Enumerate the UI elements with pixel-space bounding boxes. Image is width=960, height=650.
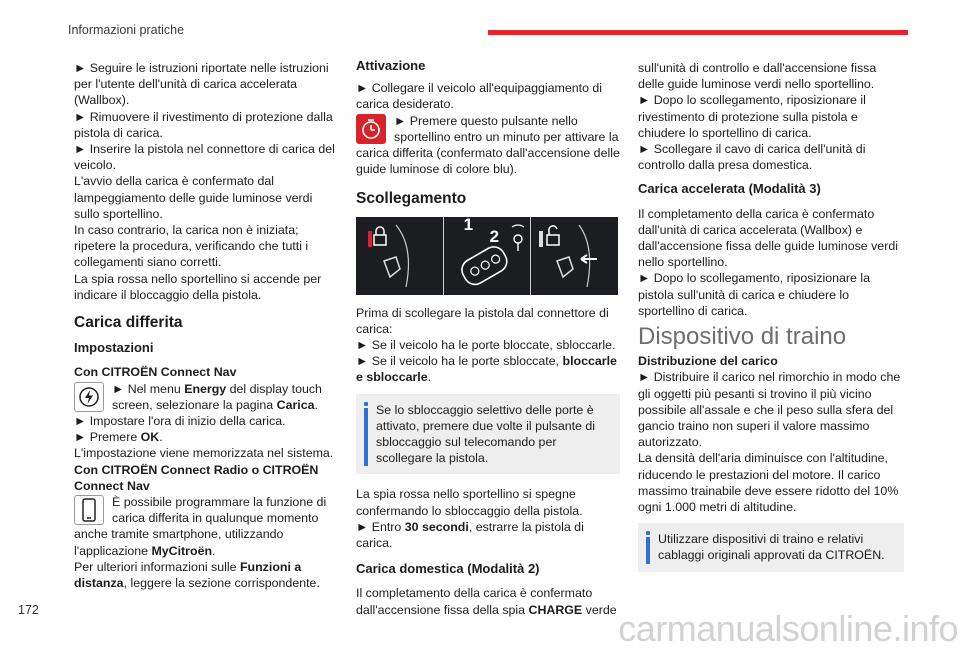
smartphone-icon (74, 495, 104, 525)
figure-panel-unlocked (531, 217, 618, 295)
paragraph: L'impostazione viene memorizzata nel sistema. (74, 446, 334, 461)
radio-title: Con CITROËN Connect Radio o CITROËN Connect Nav (74, 462, 319, 493)
paragraph: ► Scollegare il cavo di carica dell'unità di controllo dalla presa domestica. (638, 142, 866, 173)
header-accent-bar (488, 30, 908, 35)
paragraph: ► Inserire la pistola nel connettore di carica del veicolo. (74, 142, 335, 173)
paragraph: ► Distribuire il carico nel rimorchio in modo che gli oggetti più pesanti si trovino il più vicino possibile all'assale e che il peso sulla sfera del gancio traino non superi il valore massimo autorizzato. (638, 370, 901, 450)
heading-distribuzione: Distribuzione del carico (638, 354, 778, 369)
paragraph: Il completamento della carica è confermato dall'accensione fissa della spia CHARGE verde (356, 586, 617, 617)
paragraph: ► Impostare l'ora di inizio della carica. (74, 414, 286, 429)
paragraph: L'avvio della carica è confermato dal lampeggiamento delle guide luminose verdi sullo sportellino. (74, 174, 313, 221)
figure-panel-locked (356, 217, 444, 295)
watermark: carmanualsonline.info (618, 608, 958, 649)
timer-button-icon (356, 114, 386, 144)
paragraph: Prima di scollegare la pistola dal connettore di carica: (356, 305, 609, 336)
paragraph: La spia rossa nello sportellino si spegne confermando lo sbloccaggio della pistola. (356, 487, 583, 518)
figure-panel-remote (444, 214, 532, 295)
page-number: 172 (18, 603, 39, 617)
info-note: Utilizzare dispositivi di traino e relativi cablaggi originali approvati da CITROËN. (638, 523, 904, 571)
figure-label-1: 1 (463, 214, 474, 234)
paragraph: ► Dopo lo scollegamento, riposizionare il rivestimento di protezione sulla pistola e chiudere lo sportellino di carica. (638, 93, 866, 140)
heading-carica-domestica: Carica domestica (Modalità 2) (356, 561, 540, 577)
info-icon (364, 402, 368, 467)
nav-title: Con CITROËN Connect Nav (74, 365, 237, 380)
radio-instruction: È possibile programmare la funzione di carica differita in qualunque momento anche tramite smartphone, utilizzando l'applicazione MyCitroën. (74, 495, 327, 558)
paragraph: Per ulteriori informazioni sulle Funzioni a distanza, leggere la sezione corrispondente. (74, 559, 320, 591)
lightning-icon (74, 382, 104, 412)
paragraph: ► Rimuovere il rivestimento di protezione dalla pistola di carica. (74, 109, 333, 140)
info-note: Se lo sbloccaggio selettivo delle porte è attivato, premere due volte il pulsante di sbloccaggio sul telecomando per scollegare la pistola. (356, 394, 620, 475)
heading-carica-differita: Carica differita (74, 314, 183, 332)
figure-label-2: 2 (489, 226, 500, 246)
heading-dispositivo-traino: Dispositivo di traino (638, 323, 847, 351)
paragraph: ► Se il veicolo ha le porte sbloccate, bloccarle e sbloccarle. (356, 354, 617, 385)
paragraph: ► Seguire le istruzioni riportate nelle istruzioni per l'utente dell'unità di carica accelerata (Wallbox). (74, 61, 329, 108)
column-2 (356, 58, 620, 618)
heading-scollegamento: Scollegamento (356, 190, 467, 208)
heading-impostazioni: Impostazioni (74, 340, 154, 356)
paragraph: La densità dell'aria diminuisce con l'altitudine, riducendo le prestazioni del motore. Il carico massimo trainabile deve essere ridotto del 10% ogni 1.000 metri di altitudine. (638, 451, 899, 515)
column-1 (74, 60, 336, 591)
paragraph: ► Entro 30 secondi, estrarre la pistola di carica. (356, 519, 584, 551)
unlock-figure (356, 214, 618, 295)
paragraph: La spia rossa nello sportellino si accende per indicare il bloccaggio della pistola. (74, 271, 322, 302)
column-3 (638, 60, 904, 584)
info-icon (646, 531, 650, 563)
paragraph: ► Dopo lo scollegamento, riposizionare la pistola sull'unità di carica e chiudere lo sportellino di carica. (638, 271, 870, 318)
heading-carica-accelerata: Carica accelerata (Modalità 3) (638, 181, 821, 197)
paragraph: In caso contrario, la carica non è iniziata; ripetere la procedura, verificando che tutti i collegamenti siano corretti. (74, 223, 309, 270)
paragraph: ► Premere OK. (74, 430, 163, 445)
paragraph: sull'unità di controllo e dall'accensione fissa delle guide luminose verdi nello sportellino. (638, 61, 877, 92)
paragraph: ► Collegare il veicolo all'equipaggiamento di carica desiderato. (356, 81, 603, 112)
nav-instruction: ► Nel menu Energy del display touch screen, selezionare la pagina Carica. (74, 381, 336, 413)
paragraph: ► Se il veicolo ha le porte bloccate, sbloccarle. (356, 338, 616, 353)
section-title: Informazioni pratiche (68, 23, 185, 37)
heading-attivazione: Attivazione (356, 58, 426, 73)
paragraph: Il completamento della carica è confermato dall'unità di carica accelerata (Wallbox) e dall'accensione fissa delle guide luminose verdi nello sportellino. (638, 206, 898, 270)
activation-instruction: ► Premere questo pulsante nello sportellino entro un minuto per attivare la carica differita (confermato dall'accensione delle guide luminose di colore blu). (356, 113, 620, 177)
